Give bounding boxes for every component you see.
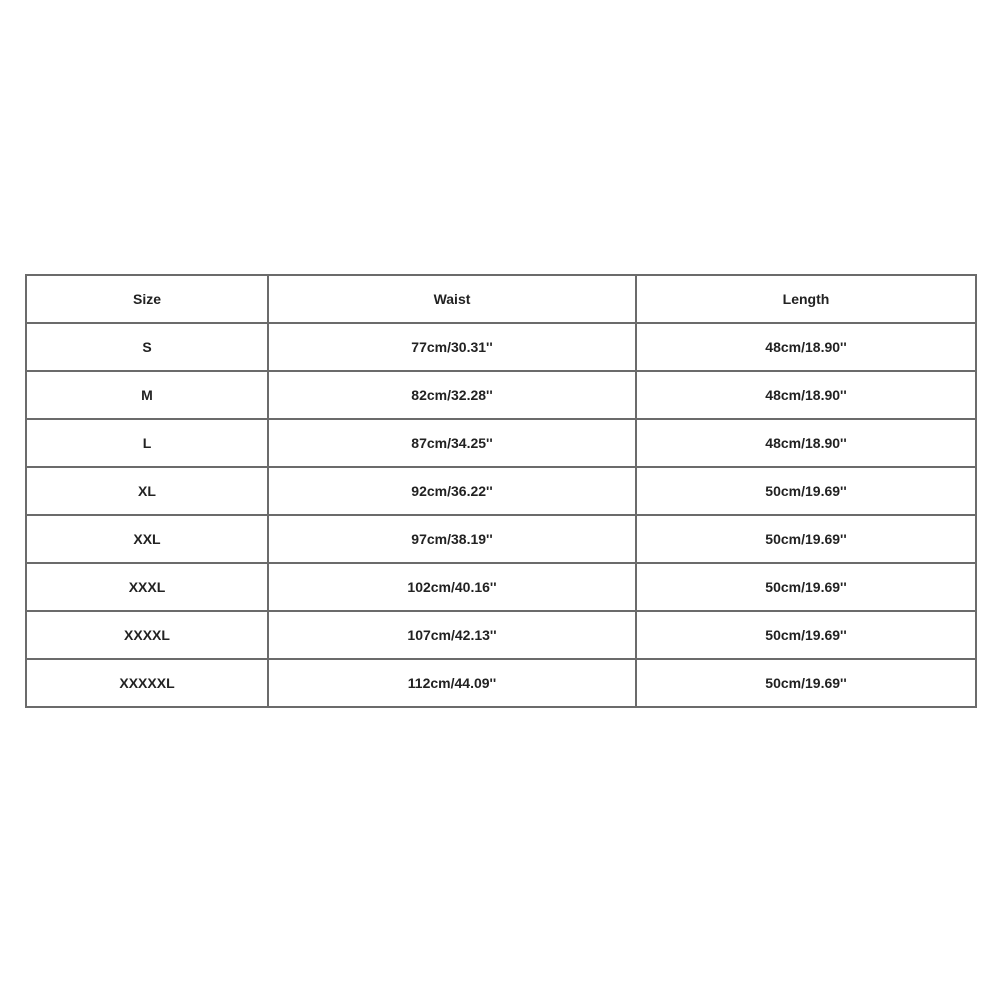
header-length: Length xyxy=(636,275,976,323)
length-cell: 50cm/19.69'' xyxy=(636,659,976,707)
waist-cell: 112cm/44.09'' xyxy=(268,659,636,707)
length-cell: 48cm/18.90'' xyxy=(636,371,976,419)
table-row xyxy=(26,467,976,515)
table-row xyxy=(26,611,976,659)
table-row xyxy=(26,323,976,371)
header-waist: Waist xyxy=(268,275,636,323)
table-row xyxy=(26,419,976,467)
table-row xyxy=(26,515,976,563)
waist-cell: 87cm/34.25'' xyxy=(268,419,636,467)
size-cell: L xyxy=(26,419,268,467)
waist-cell: 102cm/40.16'' xyxy=(268,563,636,611)
table-row xyxy=(26,563,976,611)
size-chart-table xyxy=(25,274,977,708)
length-cell: 50cm/19.69'' xyxy=(636,611,976,659)
size-cell: M xyxy=(26,371,268,419)
size-cell: XXL xyxy=(26,515,268,563)
header-row xyxy=(26,275,976,323)
waist-cell: 77cm/30.31'' xyxy=(268,323,636,371)
table-row xyxy=(26,659,976,707)
length-cell: 48cm/18.90'' xyxy=(636,323,976,371)
size-cell: XXXXL xyxy=(26,611,268,659)
length-cell: 50cm/19.69'' xyxy=(636,467,976,515)
size-cell: S xyxy=(26,323,268,371)
size-cell: XXXL xyxy=(26,563,268,611)
waist-cell: 82cm/32.28'' xyxy=(268,371,636,419)
waist-cell: 107cm/42.13'' xyxy=(268,611,636,659)
waist-cell: 92cm/36.22'' xyxy=(268,467,636,515)
size-cell: XL xyxy=(26,467,268,515)
length-cell: 50cm/19.69'' xyxy=(636,515,976,563)
length-cell: 48cm/18.90'' xyxy=(636,419,976,467)
length-cell: 50cm/19.69'' xyxy=(636,563,976,611)
waist-cell: 97cm/38.19'' xyxy=(268,515,636,563)
header-size: Size xyxy=(26,275,268,323)
size-cell: XXXXXL xyxy=(26,659,268,707)
table-row xyxy=(26,371,976,419)
